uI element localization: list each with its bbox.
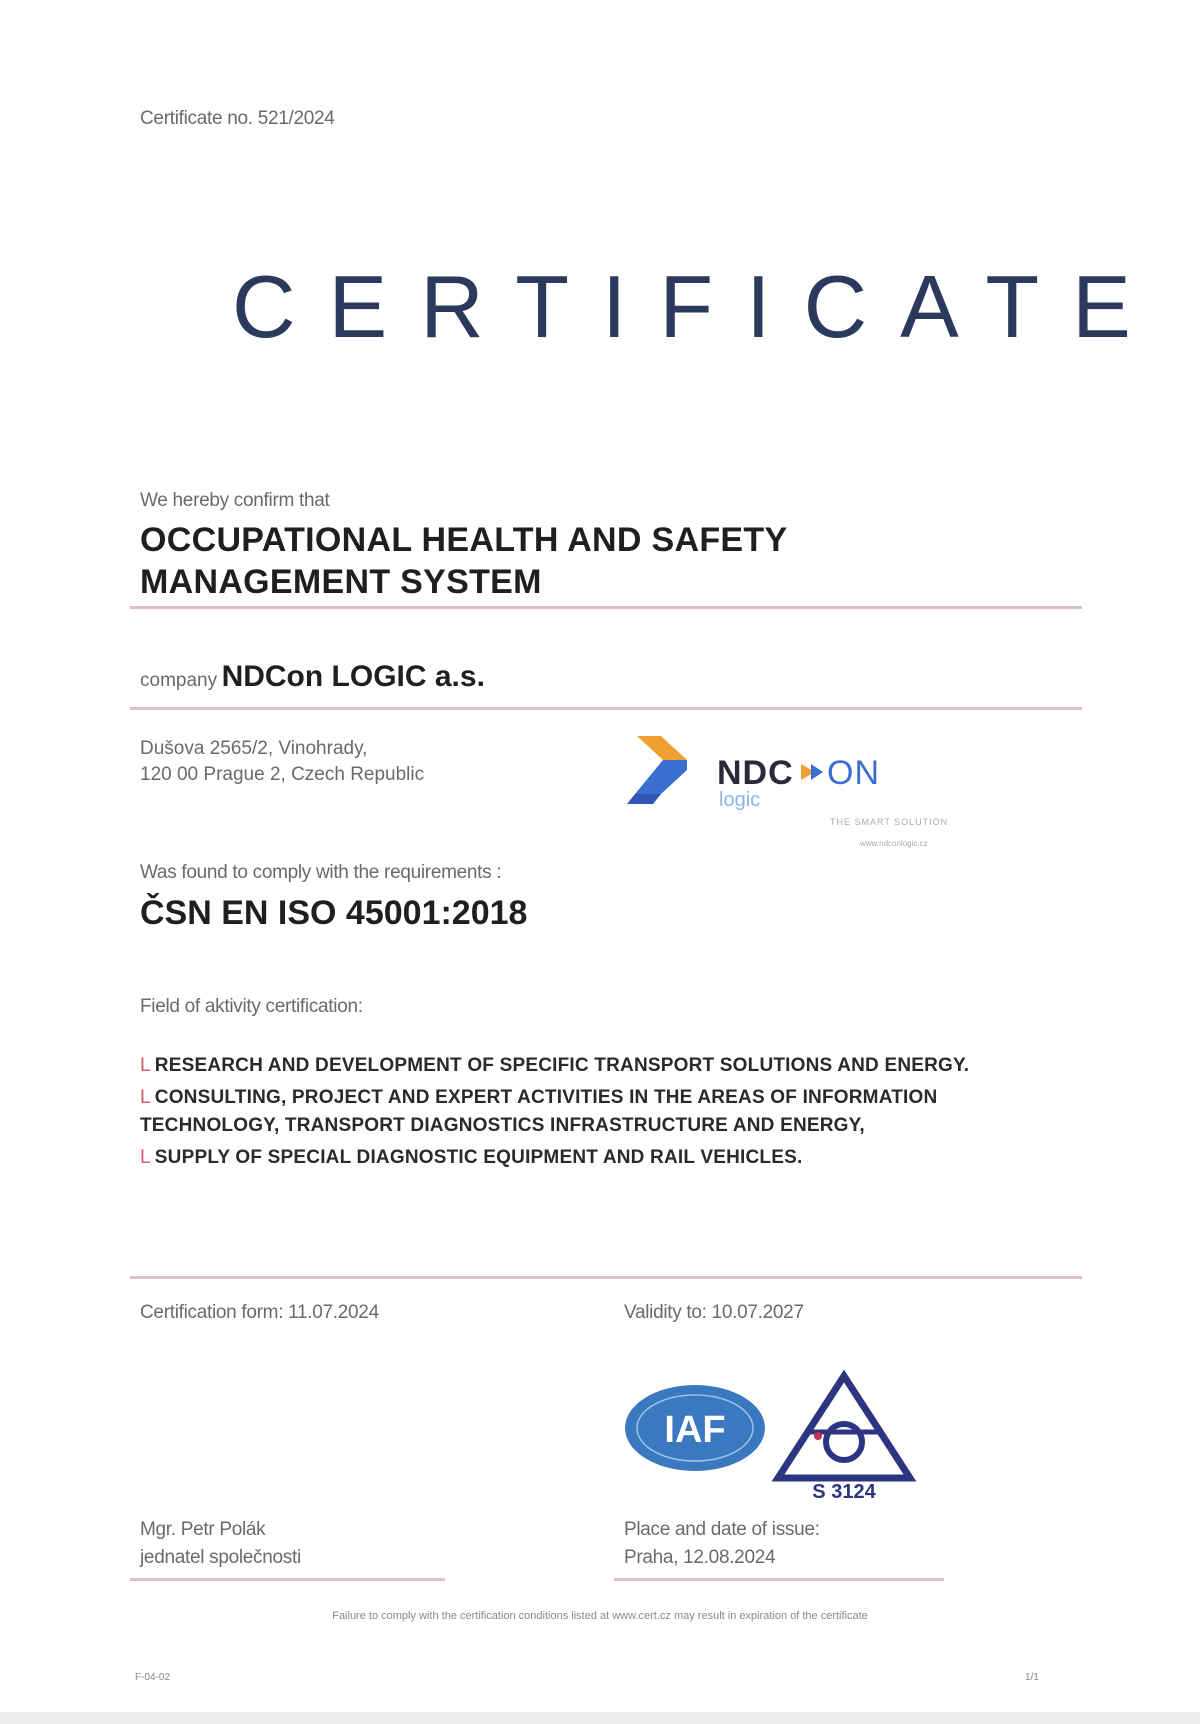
bullet-icon: L	[140, 1087, 151, 1108]
page-code: 1/1	[1025, 1672, 1039, 1683]
iaf-logo-icon	[625, 1385, 765, 1471]
company-label: company	[140, 670, 218, 691]
address-line2: 120 00 Prague 2, Czech Republic	[140, 764, 425, 785]
company-logo	[625, 734, 1005, 854]
requirements-label: Was found to comply with the requirements :	[140, 862, 502, 883]
bullet-icon: L	[140, 1055, 151, 1076]
certificate-number: Certificate no. 521/2024	[140, 108, 335, 129]
field-label: Field of aktivity certification:	[140, 996, 363, 1017]
chevron-logo-icon	[625, 734, 1005, 854]
svg-text:S 3124: S 3124	[812, 1481, 876, 1500]
certification-date: Certification form: 11.07.2024	[140, 1302, 379, 1323]
signatory	[140, 1516, 301, 1572]
bottom-band	[0, 1712, 1200, 1724]
accreditation-triangle-icon	[778, 1376, 910, 1500]
svg-text:logic: logic	[719, 789, 761, 811]
signature-line	[130, 1578, 445, 1581]
issue-place-date	[624, 1516, 820, 1572]
page-title: CERTIFICATE	[232, 257, 1164, 356]
form-code: F-04-02	[135, 1672, 171, 1683]
activity-item: L RESEARCH AND DEVELOPMENT OF SPECIFIC TRANSPORT SOLUTIONS AND ENERGY.	[140, 1055, 970, 1076]
svg-text:ON: ON	[827, 754, 880, 792]
validity-date: Validity to: 10.07.2027	[624, 1302, 804, 1323]
signatory-title: jednatel společnosti	[140, 1547, 301, 1568]
svg-text:THE SMART SOLUTION: THE SMART SOLUTION	[830, 817, 949, 827]
system-name-line1: OCCUPATIONAL HEALTH AND SAFETY	[140, 521, 788, 559]
divider	[130, 707, 1082, 710]
signature-line	[614, 1578, 944, 1581]
activity-list	[140, 1052, 1040, 1176]
system-name	[140, 519, 787, 603]
svg-text:IAF: IAF	[664, 1409, 726, 1451]
svg-text:www.ndconlogic.cz: www.ndconlogic.cz	[860, 839, 928, 848]
activity-item: L SUPPLY OF SPECIAL DIAGNOSTIC EQUIPMENT AND RAIL VEHICLES.	[140, 1147, 803, 1168]
address-line1: Dušova 2565/2, Vinohrady,	[140, 738, 368, 759]
signatory-name: Mgr. Petr Polák	[140, 1519, 266, 1540]
activity-item: L CONSULTING, PROJECT AND EXPERT ACTIVITIES IN THE AREAS OF INFORMATION TECHNOLOGY, TRANSPORT DIAGNOSTICS INFRASTRUCTURE AND ENERGY,	[140, 1087, 938, 1136]
system-name-line2: MANAGEMENT SYSTEM	[140, 563, 542, 601]
company-address	[140, 736, 424, 788]
place-date: Praha, 12.08.2024	[624, 1547, 776, 1568]
confirm-text: We hereby confirm that	[140, 490, 330, 511]
accreditation-seals	[622, 1370, 922, 1500]
bullet-icon: L	[140, 1147, 151, 1168]
standard-name: ČSN EN ISO 45001:2018	[140, 894, 528, 932]
company-name: NDCon LOGIC a.s.	[221, 660, 485, 693]
company-row	[140, 660, 485, 694]
divider	[130, 1276, 1082, 1279]
divider	[130, 606, 1082, 609]
svg-text:NDC: NDC	[717, 754, 794, 792]
footnote: Failure to comply with the certification conditions listed at www.cert.cz may result in expiration of the certificate	[332, 1610, 868, 1622]
place-label: Place and date of issue:	[624, 1519, 820, 1540]
